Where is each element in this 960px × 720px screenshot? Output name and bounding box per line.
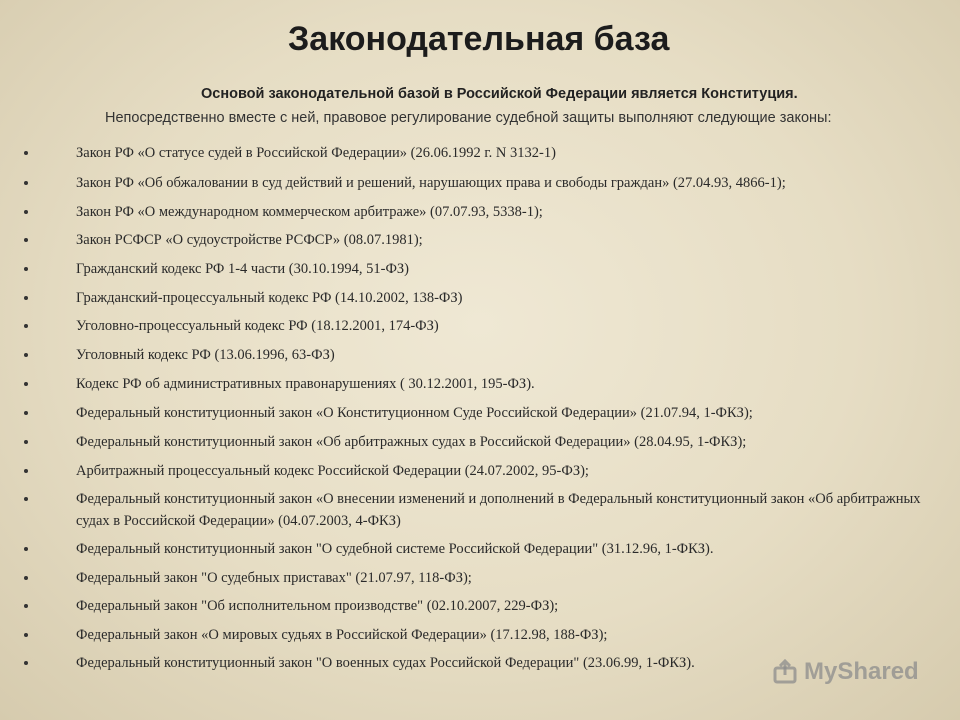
law-text: Федеральный конституционный закон «Об арбитражных судах в Российской Федерации» (28.04.95, 1-ФКЗ); (76, 434, 747, 450)
bullet-icon (24, 661, 28, 665)
intro-line-1: Основой законодательной базой в Российской Федерации является Конституция. (201, 86, 798, 102)
bullet-icon (24, 267, 28, 271)
law-text: Федеральный закон "О судебных приставах" (21.07.97, 118-ФЗ); (76, 570, 472, 586)
bullet-icon (24, 382, 28, 386)
slide-title: Законодательная база (288, 20, 670, 58)
bullet-icon (24, 324, 28, 328)
law-text: Гражданский-процессуальный кодекс РФ (14.10.2002, 138-ФЗ) (76, 290, 463, 306)
bullet-icon (24, 238, 28, 242)
bullet-icon (24, 353, 28, 357)
law-text: Закон РФ «Об обжаловании в суд действий и решений, нарушающих права и свободы граждан» (27.04.93, 4866-1); (76, 175, 786, 191)
law-text: Федеральный конституционный закон «О внесении изменений и дополнений в Федеральный конституционный закон «Об арбитражных судах в Российской Федерации» (04.07.2003, 4-ФКЗ) (76, 491, 921, 529)
law-text: Федеральный конституционный закон "О военных судах Российской Федерации" (23.06.99, 1-ФКЗ). (76, 655, 695, 671)
law-text: Федеральный закон «О мировых судьях в Российской Федерации» (17.12.98, 188-ФЗ); (76, 627, 608, 643)
bullet-icon (24, 296, 28, 300)
bullet-icon (24, 181, 28, 185)
law-text: Закон РФ «О международном коммерческом арбитраже» (07.07.93, 5338-1); (76, 204, 543, 220)
law-text: Федеральный конституционный закон "О судебной системе Российской Федерации" (31.12.96, 1-ФКЗ). (76, 541, 714, 557)
bullet-icon (24, 469, 28, 473)
law-text: Гражданский кодекс РФ 1-4 части (30.10.1994, 51-ФЗ) (76, 261, 410, 277)
share-icon (772, 659, 798, 685)
bullet-icon (24, 411, 28, 415)
law-text: Закон РФ «О статусе судей в Российской Федерации» (26.06.1992 г. N 3132-1) (76, 145, 556, 161)
law-text: Кодекс РФ об административных правонарушениях ( 30.12.2001, 195-ФЗ). (76, 376, 535, 392)
law-text: Закон РСФСР «О судоустройстве РСФСР» (08.07.1981); (76, 232, 423, 248)
bullet-icon (24, 440, 28, 444)
bullet-icon (24, 151, 28, 155)
law-text: Арбитражный процессуальный кодекс Российской Федерации (24.07.2002, 95-ФЗ); (76, 463, 589, 479)
bullet-icon (24, 633, 28, 637)
bullet-icon (24, 547, 28, 551)
intro-line-2: Непосредственно вместе с ней, правовое регулирование судебной защиты выполняют следующие законы: (105, 110, 832, 126)
bullet-icon (24, 604, 28, 608)
law-text: Федеральный закон "Об исполнительном производстве" (02.10.2007, 229-ФЗ); (76, 598, 559, 614)
watermark-logo (772, 658, 919, 686)
law-text: Уголовный кодекс РФ (13.06.1996, 63-ФЗ) (76, 347, 335, 363)
bullet-icon (24, 210, 28, 214)
law-text: Уголовно-процессуальный кодекс РФ (18.12.2001, 174-ФЗ) (76, 318, 439, 334)
bullet-icon (24, 497, 28, 501)
law-text: Федеральный конституционный закон «О Конституционном Суде Российской Федерации» (21.07.94, 1-ФКЗ); (76, 405, 753, 421)
watermark-text: MyShared (804, 658, 919, 685)
bullet-icon (24, 576, 28, 580)
